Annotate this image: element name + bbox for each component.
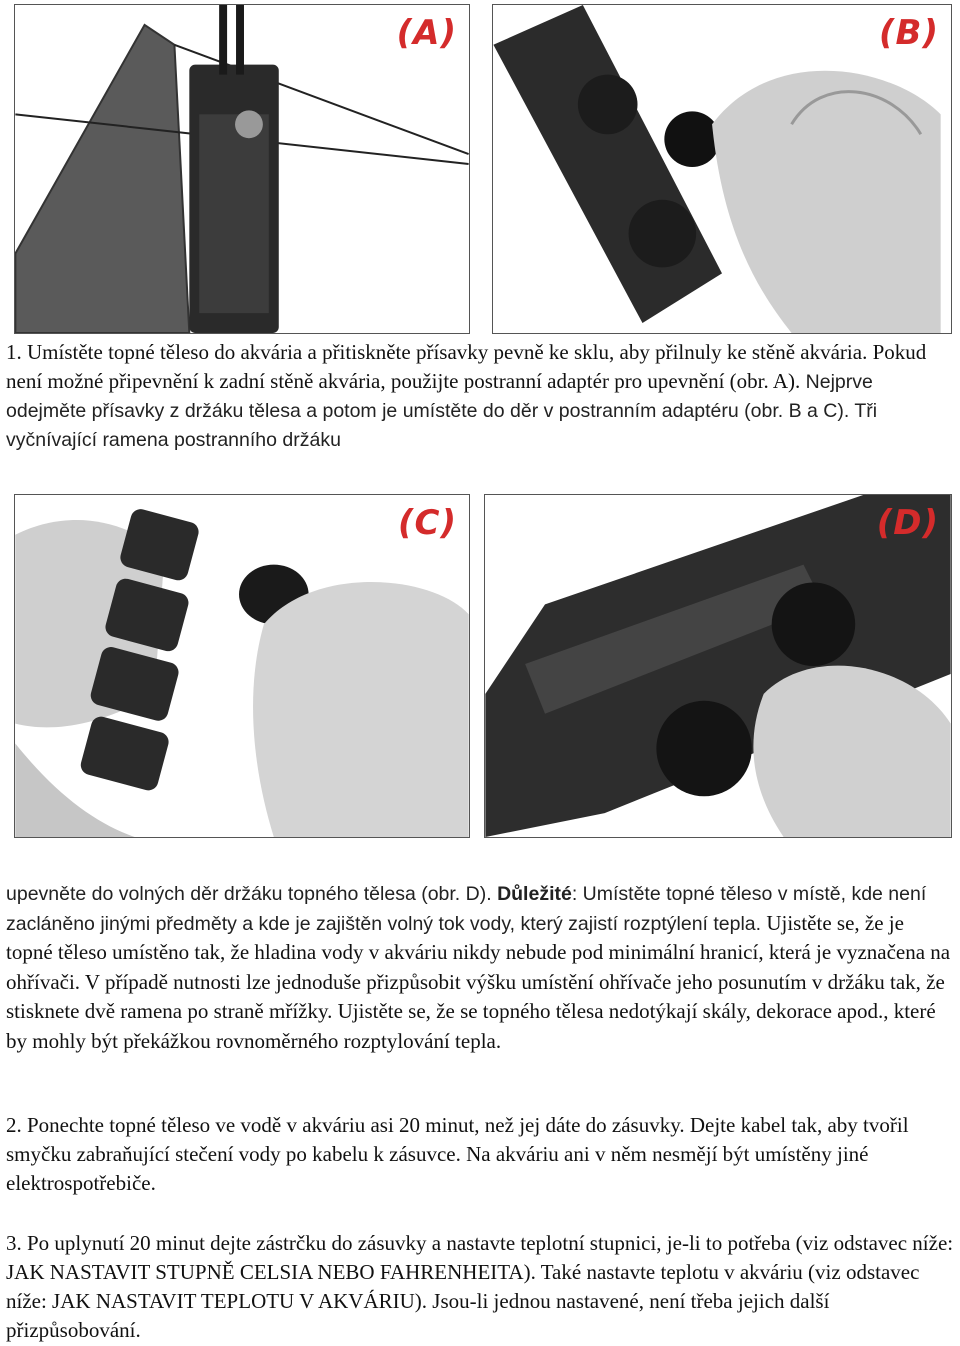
photo-b xyxy=(492,4,952,334)
important-text: : Umístěte topné těleso v místě, kde není zacláněno jinými předměty a kde je zajištěn volný tok vody, který zajistí rozptýlení tepla. xyxy=(6,883,927,935)
step-1-sans-text: Nejprve odejměte přísavky z držáku tělesa a potom je umístěte do děr v postranním adaptéru (obr. B a C). Tři vyčnívající ramena postranního držáku xyxy=(6,371,878,451)
photo-c xyxy=(14,494,470,838)
photo-d-label: (D) xyxy=(876,503,939,543)
step-3-paragraph: 3. Po uplynutí 20 minut dejte zástrčku do zásuvky a nastavte teplotní stupnici, je-li to potřeba (viz odstavec níže: JAK NASTAVIT STUPNĚ CELSIA NEBO FAHRENHEITA). Také nastavte teplotu v akváriu (viz odstavec níže: JAK NASTAVIT TEPLOTU V AKVÁRIU). Jsou-li jednou nastavené, není třeba jejich další přizpůsobování. xyxy=(6,1231,954,1342)
step-1-paragraph xyxy=(6,338,954,455)
important-label: Důležité xyxy=(497,883,572,905)
photo-c-label: (C) xyxy=(397,503,457,543)
step-2-paragraph: 2. Ponechte topné těleso ve vodě v akváriu asi 20 minut, než jej dáte do zásuvky. Dejte kabel tak, aby tvořil smyčku zabraňující stečení vody po kabelu k zásuvce. Na akváriu ani v něm nesmějí být umístěny jiné elektrospotřebiče. xyxy=(6,1113,909,1195)
continuation-paragraph xyxy=(6,880,954,1056)
continuation-serif-text: Ujistěte se, že je topné těleso umístěno tak, že hladina vody v akváriu nikdy nebude pod minimální hranicí, která je vyznačena na ohřívači. V případě nutnosti lze jednoduše přizpůsobit výšku umístění ohřívače jeho posunutím v držáku tak, že stisknete dvě ramena po straně mřížky. Ujistěte se, že se topného tělesa nedotýkají skály, dekorace apod., které by mohly být překážkou rovnoměrného rozptylování tepla. xyxy=(6,910,951,1053)
photo-b-label: (B) xyxy=(879,13,939,53)
continuation-intro: upevněte do volných děr držáku topného tělesa (obr. D). xyxy=(6,883,498,905)
photo-d xyxy=(484,494,952,838)
photo-c-illustration xyxy=(15,495,469,837)
photo-d-illustration xyxy=(485,495,951,837)
photo-a xyxy=(14,4,470,334)
photo-a-label: (A) xyxy=(396,13,457,53)
step-1-serif-text: 1. Umístěte topné těleso do akvária a přitiskněte přísavky pevně ke sklu, aby přilnuly ke stěně akvária. Pokud není možné připevnění k zadní stěně akvária, použijte postranní adaptér pro upevnění (obr. A). xyxy=(6,340,927,393)
photo-a-illustration xyxy=(15,5,469,333)
photo-b-illustration xyxy=(493,5,951,333)
